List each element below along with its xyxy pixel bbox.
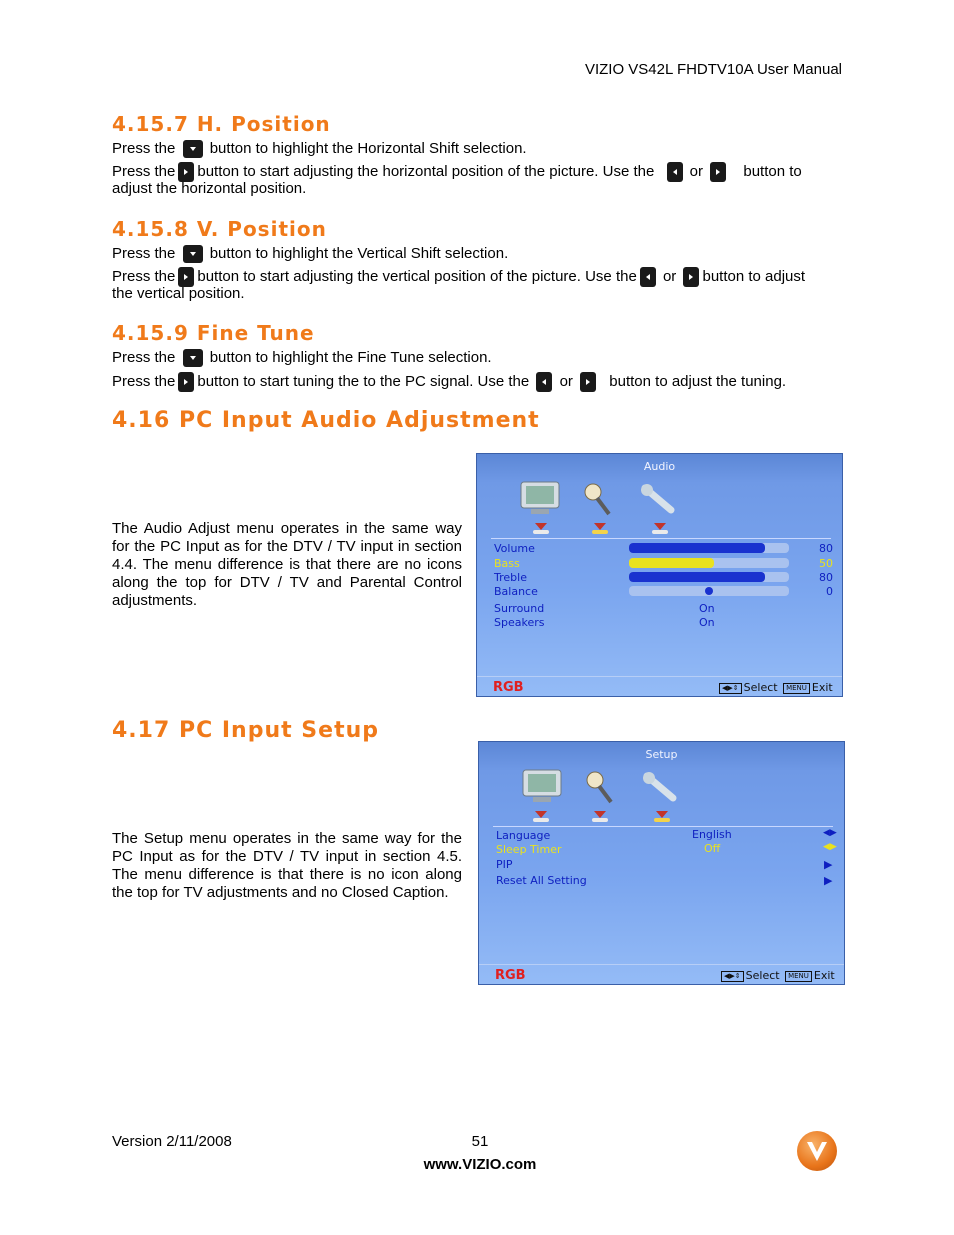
reset-label: Reset All Setting <box>496 874 587 887</box>
tab-base <box>533 818 549 822</box>
text: Press the <box>112 349 176 366</box>
osd-footer <box>717 681 833 694</box>
heading-pc-setup: 4.17 PC Input Setup <box>112 718 379 743</box>
vizio-logo <box>797 1131 837 1171</box>
text: button to start adjusting the vertical position of the picture. Use the <box>197 267 637 285</box>
tv-icon <box>517 480 565 518</box>
audio-row-value: 50 <box>819 557 833 570</box>
text: Press the <box>112 245 176 262</box>
tab-base <box>654 818 670 822</box>
h-position-line2 <box>112 162 802 182</box>
setup-osd-screen <box>478 741 845 985</box>
v-position-line1 <box>112 245 508 263</box>
right-arrow-icon <box>580 372 596 392</box>
language-value: English <box>692 828 732 841</box>
text: button to adjust the tuning. <box>609 372 787 390</box>
text: button to highlight the Fine Tune selection. <box>209 349 492 366</box>
text: button to highlight the Horizontal Shift selection. <box>209 140 527 157</box>
tab-base <box>592 530 608 534</box>
microphone-icon <box>579 480 619 520</box>
right-arrow-icon: ▶ <box>824 874 833 887</box>
manual-header: VIZIO VS42L FHDTV10A User Manual <box>584 61 842 78</box>
osd-divider <box>477 676 842 677</box>
tab-base <box>592 818 608 822</box>
audio-description: The Audio Adjust menu operates in the same way for the PC Input as for the DTV / TV input in section 4.4. The menu difference is that there are no icons along the top for DTV / TV and Parental Control adjustments. <box>112 520 462 609</box>
v-position-line3: the vertical position. <box>112 285 245 302</box>
h-position-line3: adjust the horizontal position. <box>112 180 307 197</box>
right-arrow-icon: ▶ <box>824 858 833 871</box>
audio-row-value: 80 <box>819 571 833 584</box>
speakers-value: On <box>699 616 715 629</box>
osd-title: Audio <box>643 460 676 473</box>
audio-row-value: 0 <box>826 585 833 598</box>
tab-arrow-icon <box>594 523 606 530</box>
tab-base <box>652 530 668 534</box>
right-arrow-icon <box>178 267 194 287</box>
fine-tune-line2 <box>112 372 786 392</box>
menu-key-icon: MENU <box>785 971 812 982</box>
heading-v-position: 4.15.8 V. Position <box>112 217 327 241</box>
down-arrow-icon <box>183 349 203 367</box>
exit-hint: Exit <box>813 969 835 982</box>
text: button to highlight the Vertical Shift selection. <box>209 245 509 262</box>
audio-slider-fill <box>629 543 765 553</box>
vizio-v-icon <box>797 1131 837 1171</box>
text: Press the <box>112 140 176 157</box>
osd-divider <box>493 826 833 827</box>
tab-arrow-icon <box>654 523 666 530</box>
audio-row-label: Treble <box>494 571 527 584</box>
right-arrow-icon <box>683 267 699 287</box>
surround-value: On <box>699 602 715 615</box>
osd-footer <box>719 969 835 982</box>
left-arrow-icon <box>536 372 552 392</box>
right-arrow-icon <box>178 372 194 392</box>
wrench-icon <box>639 482 679 518</box>
language-label: Language <box>496 829 551 842</box>
text: button to start adjusting the horizontal position of the picture. Use the <box>197 162 655 180</box>
menu-key-icon: MENU <box>783 683 810 694</box>
audio-osd-screen <box>476 453 843 697</box>
text: button to adjust <box>702 267 806 285</box>
tab-arrow-icon <box>656 811 668 818</box>
audio-slider-fill <box>629 572 765 582</box>
audio-row-label: Bass <box>494 557 520 570</box>
tv-icon <box>519 768 567 806</box>
left-right-arrow-icon: ◀▶ <box>823 828 837 838</box>
microphone-icon <box>581 768 621 808</box>
text: or <box>662 267 677 285</box>
tab-arrow-icon <box>535 523 547 530</box>
left-arrow-icon <box>667 162 683 182</box>
heading-fine-tune: 4.15.9 Fine Tune <box>112 321 315 345</box>
balance-marker <box>705 587 713 595</box>
surround-label: Surround <box>494 602 545 615</box>
source-label: RGB <box>495 968 526 983</box>
osd-divider <box>479 964 844 965</box>
heading-h-position: 4.15.7 H. Position <box>112 112 331 136</box>
text: button to start tuning the to the PC signal. Use the <box>197 372 530 390</box>
text: or <box>689 162 704 180</box>
source-label: RGB <box>493 680 524 695</box>
page-number: 51 <box>471 1133 489 1150</box>
v-position-line2 <box>112 267 805 287</box>
website-url: www.VIZIO.com <box>423 1156 537 1173</box>
down-arrow-icon <box>183 140 203 158</box>
right-arrow-icon <box>178 162 194 182</box>
setup-description: The Setup menu operates in the same way for the PC Input as for the DTV / TV input in section 4.5. The menu difference is that there is no icon along the top for TV adjustments and no Closed Caption. <box>112 830 462 901</box>
select-hint: Select <box>745 969 780 982</box>
tab-arrow-icon <box>535 811 547 818</box>
text: or <box>559 372 573 390</box>
select-hint: Select <box>743 681 778 694</box>
left-arrow-icon <box>640 267 656 287</box>
speakers-label: Speakers <box>494 616 545 629</box>
text: button to <box>743 162 802 180</box>
exit-hint: Exit <box>811 681 833 694</box>
down-arrow-icon <box>183 245 203 263</box>
wrench-icon <box>641 770 681 806</box>
sleep-timer-value: Off <box>704 842 721 855</box>
osd-title: Setup <box>645 748 678 761</box>
audio-row-label: Volume <box>494 542 535 555</box>
audio-row-value: 80 <box>819 542 833 555</box>
audio-slider-fill <box>629 558 714 568</box>
fine-tune-line1 <box>112 349 492 367</box>
tab-base <box>533 530 549 534</box>
left-right-arrow-icon: ◀▶ <box>823 842 837 852</box>
heading-pc-audio: 4.16 PC Input Audio Adjustment <box>112 408 540 433</box>
text: Press the <box>112 267 176 285</box>
text: Press the <box>112 372 176 390</box>
osd-divider <box>491 538 831 539</box>
audio-row-label: Balance <box>494 585 538 598</box>
text: Press the <box>112 162 176 180</box>
arrows-key-icon: ◀▶⇕ <box>721 971 744 982</box>
sleep-timer-label: Sleep Timer <box>496 843 562 856</box>
tab-arrow-icon <box>594 811 606 818</box>
right-arrow-icon <box>710 162 726 182</box>
arrows-key-icon: ◀▶⇕ <box>719 683 742 694</box>
version-text: Version 2/11/2008 <box>112 1133 232 1150</box>
h-position-line1 <box>112 140 527 158</box>
pip-label: PIP <box>496 858 513 871</box>
